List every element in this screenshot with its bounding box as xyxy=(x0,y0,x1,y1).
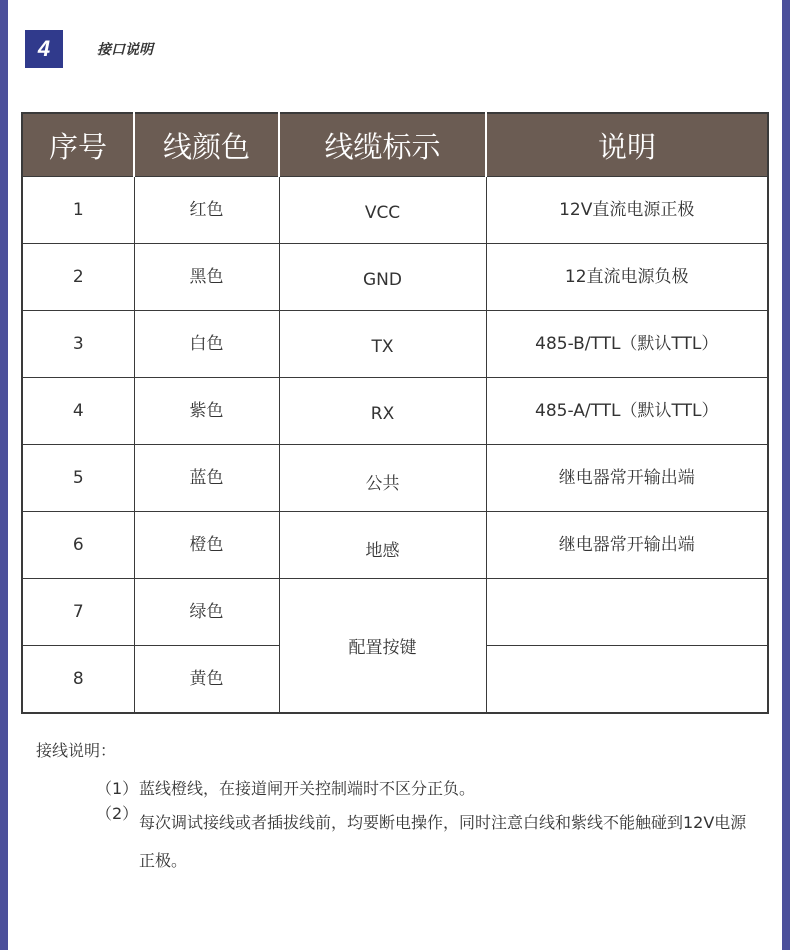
row-index: 7 xyxy=(22,579,134,646)
section-title: 接口说明 xyxy=(97,42,153,58)
table-row xyxy=(22,244,768,311)
note-item xyxy=(36,804,749,880)
cable-label: TX xyxy=(279,311,486,378)
row-index: 1 xyxy=(22,177,134,244)
cable-label: VCC xyxy=(279,177,486,244)
wire-description: 12直流电源负极 xyxy=(486,244,768,311)
column-header-cable-label: 线缆标示 xyxy=(279,113,486,177)
table-row xyxy=(22,311,768,378)
wire-color: 蓝色 xyxy=(134,445,279,512)
table-row xyxy=(22,378,768,445)
note-text: 蓝线橙线，在接道闸开关控制端时不区分正负。 xyxy=(139,779,476,798)
row-index: 5 xyxy=(22,445,134,512)
row-index: 2 xyxy=(22,244,134,311)
column-header-index: 序号 xyxy=(22,113,134,177)
row-index: 6 xyxy=(22,512,134,579)
notes-heading: 接线说明： xyxy=(36,741,117,760)
table-row xyxy=(22,445,768,512)
wiring-table xyxy=(21,112,769,714)
wire-description: 继电器常开输出端 xyxy=(486,512,768,579)
wire-color: 白色 xyxy=(134,311,279,378)
cable-label: 地感 xyxy=(279,512,486,579)
note-number: （2） xyxy=(96,804,139,823)
wire-description xyxy=(486,579,768,646)
wire-description: 485-A/TTL（默认TTL） xyxy=(486,378,768,445)
page-frame-left xyxy=(0,0,8,950)
wire-color: 黑色 xyxy=(134,244,279,311)
page-frame-right xyxy=(782,0,790,950)
table-row xyxy=(22,177,768,244)
wire-color: 紫色 xyxy=(134,378,279,445)
note-item xyxy=(36,779,749,799)
wire-color: 绿色 xyxy=(134,579,279,646)
table-row xyxy=(22,512,768,579)
table-row xyxy=(22,579,768,646)
wiring-notes xyxy=(36,738,749,894)
wire-color: 橙色 xyxy=(134,512,279,579)
wire-description: 485-B/TTL（默认TTL） xyxy=(486,311,768,378)
row-index: 4 xyxy=(22,378,134,445)
table-header-row xyxy=(22,113,768,177)
column-header-description: 说明 xyxy=(486,113,768,177)
cable-label: 公共 xyxy=(279,445,486,512)
wire-color: 黄色 xyxy=(134,646,279,714)
cable-label: GND xyxy=(279,244,486,311)
row-index: 3 xyxy=(22,311,134,378)
wire-color: 红色 xyxy=(134,177,279,244)
note-number: （1） xyxy=(96,779,139,798)
section-header xyxy=(25,30,153,68)
section-number-badge: 4 xyxy=(25,30,63,68)
wire-description: 12V直流电源正极 xyxy=(486,177,768,244)
column-header-wire-color: 线颜色 xyxy=(134,113,279,177)
row-index: 8 xyxy=(22,646,134,714)
cable-label: RX xyxy=(279,378,486,445)
note-text: 每次调试接线或者插拔线前，均要断电操作，同时注意白线和紫线不能触碰到12V电源正极。 xyxy=(139,813,747,870)
wire-description: 继电器常开输出端 xyxy=(486,445,768,512)
cable-label: 配置按键 xyxy=(279,579,486,714)
wire-description xyxy=(486,646,768,714)
